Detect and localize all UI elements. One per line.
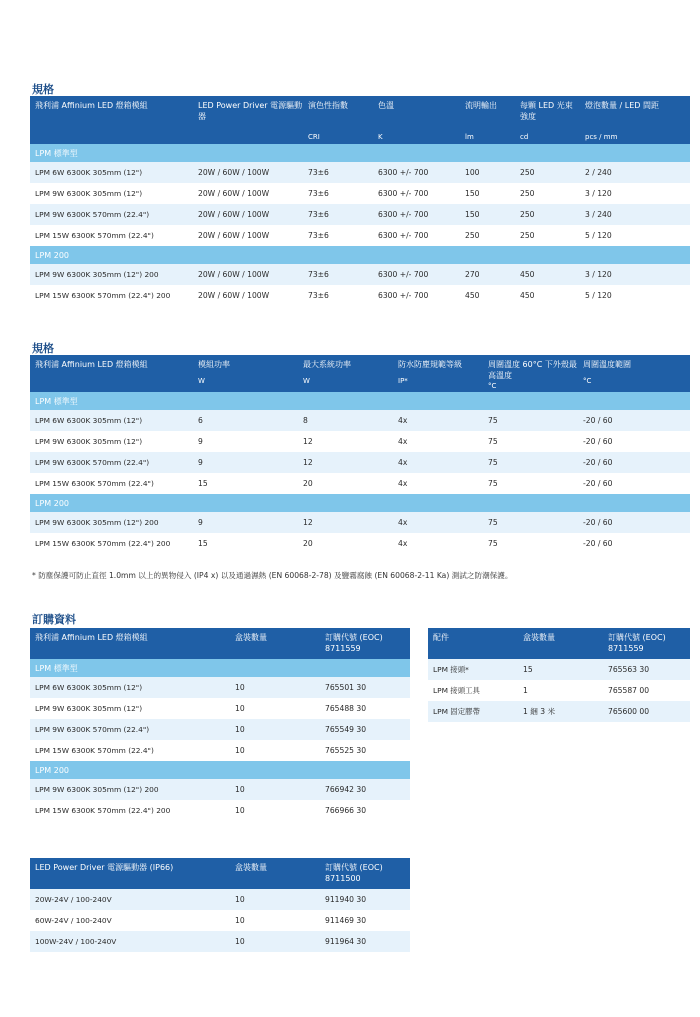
ip-footnote: * 防塵保護可防止直徑 1.0mm 以上的異物侵入 (IP4 x) 以及通過濕熱 (EN 60068-2-78) 及鹽霧腐蝕 (EN 60068-2-11 Ka) 測試之防潮保護。 xyxy=(32,571,513,580)
spec1-col-cct: 色溫 xyxy=(373,96,460,129)
table-cell: LPM 9W 6300K 305mm (12") xyxy=(35,437,143,446)
table-row xyxy=(30,264,690,285)
header-unit: W xyxy=(198,377,205,385)
table-cell: 911940 30 xyxy=(320,889,410,910)
spec1-col-driver: LED Power Driver 電源驅動器 xyxy=(193,96,303,129)
spec1-header-row xyxy=(30,96,690,129)
header-label: 周圍溫度 60°C 下外殼最高溫度 xyxy=(488,360,577,380)
spec2-col-case-temp xyxy=(483,355,578,392)
table-row xyxy=(30,285,690,306)
table-cell: LPM 9W 6300K 305mm (12") xyxy=(35,189,143,198)
header-label: 模組功率 xyxy=(198,360,230,369)
table-row xyxy=(30,740,410,761)
table-cell: 12 xyxy=(298,452,393,473)
order-modules-body xyxy=(30,659,410,821)
table-cell: 2 / 240 xyxy=(580,162,690,183)
accessories-header-row xyxy=(428,628,690,659)
table-cell: 73±6 xyxy=(308,291,329,300)
table-cell: 75 xyxy=(488,539,498,548)
spec1-col-lumen: 流明輸出 xyxy=(460,96,515,129)
spec2-body xyxy=(30,392,690,554)
table-row xyxy=(428,701,690,722)
table-cell: LPM 接頭* xyxy=(428,659,518,680)
table-cell: 75 xyxy=(488,437,498,446)
group-header-row xyxy=(30,494,690,512)
table-cell: -20 / 60 xyxy=(583,437,613,446)
table-cell: 73±6 xyxy=(308,231,329,240)
table-cell: 9 xyxy=(198,437,203,446)
header-label: 防水防塵規範等級 xyxy=(398,360,462,369)
table-row xyxy=(30,800,410,821)
accessories-body xyxy=(428,659,690,722)
group-label: LPM 200 xyxy=(30,246,690,264)
table-cell: 765587 00 xyxy=(608,686,650,695)
table-row xyxy=(30,512,690,533)
table-cell: LPM 6W 6300K 305mm (12") xyxy=(30,410,193,431)
group-label: LPM 標準型 xyxy=(30,659,410,677)
table-cell: 4x xyxy=(393,452,483,473)
table-cell: 20W / 60W / 100W xyxy=(198,189,270,198)
table-cell: 270 xyxy=(460,264,515,285)
acc-col-eoc: 訂購代號 (EOC) 8711559 xyxy=(603,628,690,659)
table-cell: 3 / 120 xyxy=(585,189,612,198)
table-cell: 12 xyxy=(298,512,393,533)
table-cell: LPM 9W 6300K 570mm (22.4") xyxy=(30,719,230,740)
spec1-body xyxy=(30,144,690,306)
table-row xyxy=(30,183,690,204)
table-cell: 6 xyxy=(193,410,298,431)
table-cell: 20W-24V / 100-240V xyxy=(30,889,230,910)
table-cell: 9 xyxy=(193,452,298,473)
group-label: LPM 200 xyxy=(30,761,410,779)
drivers-body xyxy=(30,889,410,952)
table-cell: LPM 15W 6300K 570mm (22.4") 200 xyxy=(35,806,171,815)
spec2-col-ip xyxy=(393,355,483,392)
table-row xyxy=(30,910,410,931)
table-cell: 6300 +/- 700 xyxy=(373,162,460,183)
table-cell: 5 / 120 xyxy=(585,231,612,240)
header-label: 飛利浦 Affinium LED 燈箱模組 xyxy=(35,360,148,369)
order-modules-table xyxy=(30,628,410,821)
unit-cell: lm xyxy=(460,129,515,144)
table-cell: 911469 30 xyxy=(325,916,367,925)
table-cell: LPM 9W 6300K 305mm (12") 200 xyxy=(30,512,193,533)
table-cell: LPM 15W 6300K 570mm (22.4") 200 xyxy=(35,539,171,548)
group-label: LPM 200 xyxy=(30,494,690,512)
table-cell: 1 綑 3 米 xyxy=(518,701,603,722)
spec1-unit-row xyxy=(30,129,690,144)
table-row xyxy=(30,931,410,952)
table-cell: 10 xyxy=(235,746,245,755)
table-cell: 100 xyxy=(460,162,515,183)
table-row xyxy=(30,889,410,910)
spec2-title: 規格 xyxy=(32,342,54,355)
table-row xyxy=(30,719,410,740)
table-row xyxy=(30,779,410,800)
table-row xyxy=(30,431,690,452)
table-cell: 766966 30 xyxy=(325,806,367,815)
table-cell: 10 xyxy=(230,779,320,800)
table-cell: 4x xyxy=(393,512,483,533)
table-cell: 4x xyxy=(393,410,483,431)
header-unit: °C xyxy=(583,377,592,385)
table-cell: 250 xyxy=(520,231,535,240)
group-header-row xyxy=(30,144,690,162)
table-cell: 150 xyxy=(465,189,480,198)
spec1-table xyxy=(30,96,690,306)
spec2-table xyxy=(30,355,690,554)
table-cell: 4x xyxy=(398,479,408,488)
table-cell: 765549 30 xyxy=(320,719,410,740)
table-cell: 250 xyxy=(520,189,535,198)
table-cell: 20 xyxy=(303,539,313,548)
table-cell: 10 xyxy=(230,719,320,740)
table-cell: LPM 6W 6300K 305mm (12") xyxy=(30,162,193,183)
table-row xyxy=(30,473,690,494)
order-col-box-qty: 盒裝數量 xyxy=(230,628,320,659)
table-row xyxy=(30,533,690,554)
table-cell: 15 xyxy=(198,539,208,548)
table-cell: 8 xyxy=(298,410,393,431)
drv-col-box-qty: 盒裝數量 xyxy=(230,858,320,889)
unit-cell: K xyxy=(373,129,460,144)
table-cell: 765525 30 xyxy=(325,746,367,755)
header-unit: W xyxy=(303,377,310,385)
spec1-col-module: 飛利浦 Affinium LED 燈箱模組 xyxy=(30,96,193,129)
spec2-col-power xyxy=(193,355,298,392)
table-cell: 3 / 240 xyxy=(580,204,690,225)
table-cell: 4x xyxy=(398,437,408,446)
group-header-row xyxy=(30,659,410,677)
table-cell: 10 xyxy=(235,916,245,925)
spec1-col-intensity: 每顆 LED 光束強度 xyxy=(515,96,580,129)
table-cell: LPM 6W 6300K 305mm (12") xyxy=(30,677,230,698)
table-row xyxy=(30,225,690,246)
spec1-title: 規格 xyxy=(32,83,54,96)
table-cell: 765563 30 xyxy=(603,659,690,680)
header-label: 最大系統功率 xyxy=(303,360,351,369)
table-cell: 75 xyxy=(483,512,578,533)
table-cell: 1 xyxy=(523,686,528,695)
group-header-row xyxy=(30,761,410,779)
table-cell: 250 xyxy=(465,231,480,240)
table-row xyxy=(30,677,410,698)
drivers-header-row xyxy=(30,858,410,889)
table-cell: 73±6 xyxy=(303,204,373,225)
unit-cell xyxy=(193,129,303,144)
spec2-header-row xyxy=(30,355,690,392)
table-cell: 250 xyxy=(515,162,580,183)
table-cell: -20 / 60 xyxy=(578,512,690,533)
order-col-eoc: 訂購代號 (EOC) 8711559 xyxy=(320,628,410,659)
order-drivers-table xyxy=(30,858,410,952)
acc-col-box-qty: 盒裝數量 xyxy=(518,628,603,659)
unit-cell: cd xyxy=(515,129,580,144)
table-cell: 450 xyxy=(515,264,580,285)
table-cell: 73±6 xyxy=(308,189,329,198)
table-cell: LPM 15W 6300K 570mm (22.4") xyxy=(35,479,154,488)
table-cell: LPM 9W 6300K 305mm (12") xyxy=(35,704,143,713)
table-row xyxy=(428,680,690,701)
table-cell: 450 xyxy=(520,291,535,300)
table-cell: LPM 9W 6300K 570mm (22.4") xyxy=(30,452,193,473)
unit-cell xyxy=(30,129,193,144)
table-cell: 75 xyxy=(488,479,498,488)
table-cell: 20W / 60W / 100W xyxy=(198,291,270,300)
table-cell: LPM 9W 6300K 305mm (12") 200 xyxy=(30,779,230,800)
table-cell: 73±6 xyxy=(303,162,373,183)
table-cell: LPM 接頭工具 xyxy=(433,686,480,695)
table-cell: -20 / 60 xyxy=(583,539,613,548)
spec1-col-count: 燈泡數量 / LED 間距 xyxy=(580,96,690,129)
table-cell: 5 / 120 xyxy=(585,291,612,300)
table-cell: 6300 +/- 700 xyxy=(373,204,460,225)
order-title: 訂購資料 xyxy=(32,613,76,626)
table-cell: LPM 9W 6300K 570mm (22.4") xyxy=(30,204,193,225)
table-cell: 911964 30 xyxy=(320,931,410,952)
header-unit: °C xyxy=(488,382,497,390)
table-cell: 10 xyxy=(230,931,320,952)
table-cell: 10 xyxy=(235,806,245,815)
group-label: LPM 標準型 xyxy=(30,144,690,162)
table-cell: 20W / 60W / 100W xyxy=(193,162,303,183)
order-modules-header-row xyxy=(30,628,410,659)
table-cell: 20W / 60W / 100W xyxy=(193,204,303,225)
table-cell: -20 / 60 xyxy=(578,452,690,473)
table-cell: 60W-24V / 100-240V xyxy=(35,916,112,925)
table-cell: 15 xyxy=(518,659,603,680)
table-cell: 765488 30 xyxy=(325,704,367,713)
table-cell: 20W / 60W / 100W xyxy=(193,264,303,285)
spec1-col-cri: 演色性指數 xyxy=(303,96,373,129)
table-cell: 6300 +/- 700 xyxy=(378,231,429,240)
table-cell: LPM 15W 6300K 570mm (22.4") 200 xyxy=(35,291,171,300)
table-cell: 765501 30 xyxy=(320,677,410,698)
table-cell: 250 xyxy=(515,204,580,225)
header-label: 周圍溫度範圍 xyxy=(583,360,631,369)
table-row xyxy=(428,659,690,680)
acc-col-part: 配件 xyxy=(428,628,518,659)
table-row xyxy=(30,162,690,183)
table-cell: LPM 固定膠帶 xyxy=(428,701,518,722)
table-row xyxy=(30,452,690,473)
group-header-row xyxy=(30,246,690,264)
table-cell: -20 / 60 xyxy=(578,410,690,431)
table-row xyxy=(30,204,690,225)
table-cell: 6300 +/- 700 xyxy=(373,264,460,285)
table-cell: 10 xyxy=(230,889,320,910)
table-cell: LPM 9W 6300K 305mm (12") 200 xyxy=(30,264,193,285)
table-cell: 766942 30 xyxy=(320,779,410,800)
table-cell: 12 xyxy=(303,437,313,446)
unit-cell: pcs / mm xyxy=(580,129,690,144)
table-cell: 20W / 60W / 100W xyxy=(198,231,270,240)
unit-cell: CRI xyxy=(303,129,373,144)
table-cell: 73±6 xyxy=(303,264,373,285)
spec2-col-max-power xyxy=(298,355,393,392)
table-cell: LPM 15W 6300K 570mm (22.4") xyxy=(35,231,154,240)
table-cell: 75 xyxy=(483,410,578,431)
table-cell: 9 xyxy=(193,512,298,533)
table-row xyxy=(30,698,410,719)
drv-col-eoc: 訂購代號 (EOC) 8711500 xyxy=(320,858,410,889)
table-cell: -20 / 60 xyxy=(583,479,613,488)
table-cell: 3 / 120 xyxy=(580,264,690,285)
order-accessories-table xyxy=(428,628,690,722)
table-cell: 4x xyxy=(398,539,408,548)
spec2-col-module xyxy=(30,355,193,392)
table-cell: 20 xyxy=(303,479,313,488)
table-cell: 10 xyxy=(230,677,320,698)
order-col-module: 飛利浦 Affinium LED 燈箱模組 xyxy=(30,628,230,659)
table-cell: LPM 15W 6300K 570mm (22.4") xyxy=(35,746,154,755)
table-cell: 150 xyxy=(460,204,515,225)
table-cell: 15 xyxy=(198,479,208,488)
group-label: LPM 標準型 xyxy=(30,392,690,410)
drv-col-driver: LED Power Driver 電源驅動器 (IP66) xyxy=(30,858,230,889)
table-row xyxy=(30,410,690,431)
header-unit: IP* xyxy=(398,377,408,385)
table-cell: 6300 +/- 700 xyxy=(378,291,429,300)
table-cell: 6300 +/- 700 xyxy=(378,189,429,198)
spec2-col-ambient-range xyxy=(578,355,690,392)
group-header-row xyxy=(30,392,690,410)
table-cell: 10 xyxy=(235,704,245,713)
table-cell: 765600 00 xyxy=(603,701,690,722)
table-cell: 75 xyxy=(483,452,578,473)
table-cell: 450 xyxy=(465,291,480,300)
table-cell: 100W-24V / 100-240V xyxy=(30,931,230,952)
